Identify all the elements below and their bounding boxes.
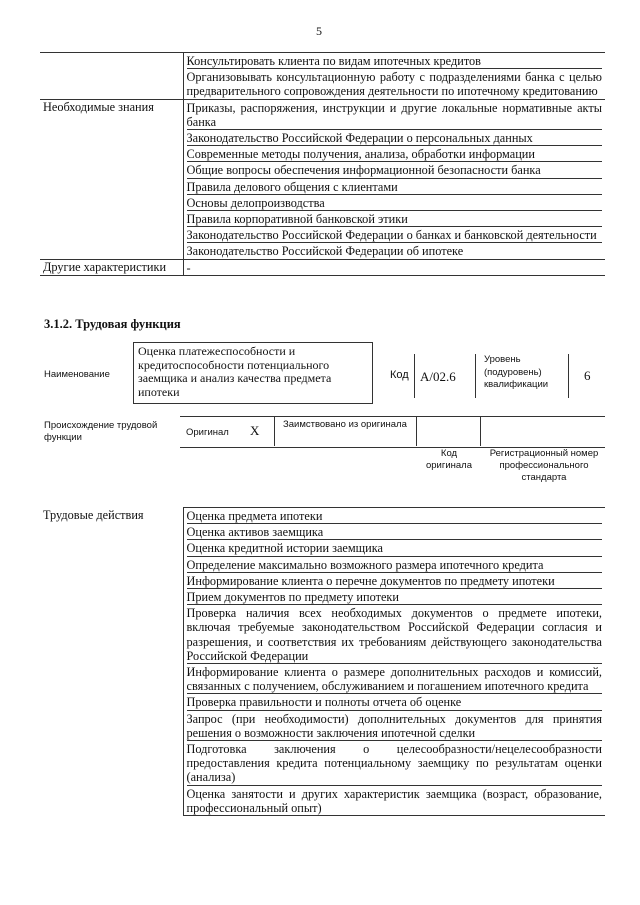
list-item: Общие вопросы обеспечения информационной безопасности банка [187, 162, 603, 178]
skills-knowledge-table [40, 52, 605, 276]
section-heading: 3.1.2. Трудовая функция [44, 317, 181, 331]
list-item: Подготовка заключения о целесообразности/нецелесообразности предоставления кредита потенциальному заемщику по результатам оценки (анализа) [186, 742, 602, 785]
level-value: 6 [584, 368, 591, 383]
borrowed-label: Заимствовано из оригинала [283, 419, 407, 430]
list-item: Проверка наличия всех необходимых документов о предмете ипотеки, включая требуемые законодательством Российской Федерации согласия и разрешения, и соответствия их требованиям действующего законодательства Российской Федерации [186, 606, 602, 663]
code-label: Код [390, 369, 409, 381]
table-row [40, 99, 605, 259]
row-items [183, 99, 605, 259]
table-row [40, 259, 605, 275]
table-row [40, 508, 605, 816]
list-item: Приказы, распоряжения, инструкции и другие локальные нормативные акты банка [186, 100, 602, 129]
list-item: Основы делопроизводства [187, 195, 603, 211]
list-item: Современные методы получения, анализа, обработки информации [187, 146, 603, 162]
list-item: Организовывать консультационную работу с подразделениями банка с целью предварительного сопровождения деятельности по ипотечному кредитованию [186, 70, 602, 99]
list-item: Прием документов по предмету ипотеки [187, 589, 603, 605]
original-label: Оригинал [186, 427, 229, 438]
row-items [183, 53, 605, 100]
list-item: Правила корпоративной банковской этики [187, 211, 603, 227]
divider [480, 416, 481, 446]
list-item: Оценка активов заемщика [187, 524, 603, 540]
list-item: Оценка предмета ипотеки [187, 508, 603, 524]
code-value: A/02.6 [420, 369, 456, 384]
list-item: Правила делового общения с клиентами [187, 179, 603, 195]
list-item: Проверка правильности и полноты отчета об оценке [187, 694, 603, 710]
list-item: Информирование клиента о размере дополнительных расходов и комиссий, связанных с получением, обслуживанием и погашением ипотечного кредита [186, 665, 602, 694]
list-item: Запрос (при необходимости) дополнительных документов для принятия решения о возможности заключения ипотечной сделки [186, 711, 602, 740]
code-original-label: Код оригинала [425, 448, 472, 471]
row-label: Необходимые знания [40, 99, 183, 259]
row-items [183, 259, 605, 275]
row-label: Трудовые действия [43, 507, 144, 522]
list-item: Определение максимально возможного размера ипотечного кредита [187, 557, 603, 573]
table-row [40, 53, 605, 100]
original-mark: X [250, 423, 260, 438]
divider [416, 416, 417, 446]
function-name: Оценка платежеспособности и кредитоспособности потенциального заемщика и анализ качества предмета ипотеки [133, 342, 373, 404]
page-number: 5 [316, 24, 322, 38]
name-label: Наименование [44, 369, 110, 380]
row-label [40, 53, 183, 100]
list-item: Законодательство Российской Федерации об ипотеке [186, 244, 464, 259]
row-items [183, 508, 605, 816]
list-item: - [186, 260, 191, 275]
list-item: Законодательство Российской Федерации о персональных данных [187, 130, 603, 146]
list-item: Консультировать клиента по видам ипотечных кредитов [187, 53, 603, 69]
list-item: Информирование клиента о перечне документов по предмету ипотеки [187, 573, 603, 589]
level-label: Уровень (подуровень) квалификации [484, 354, 549, 390]
divider [274, 416, 275, 446]
labor-actions-table [40, 507, 605, 816]
list-item: Оценка кредитной истории заемщика [187, 540, 603, 556]
row-label: Другие характеристики [40, 259, 183, 275]
reg-number-label: Регистрационный номер профессионального стандарта [489, 448, 599, 483]
origin-label: Происхождение трудовой функции [44, 420, 158, 443]
list-item: Оценка занятости и других характеристик заемщика (возраст, образование, профессиональный опыт) [186, 786, 602, 815]
list-item: Законодательство Российской Федерации о банках и банковской деятельности [187, 227, 603, 243]
